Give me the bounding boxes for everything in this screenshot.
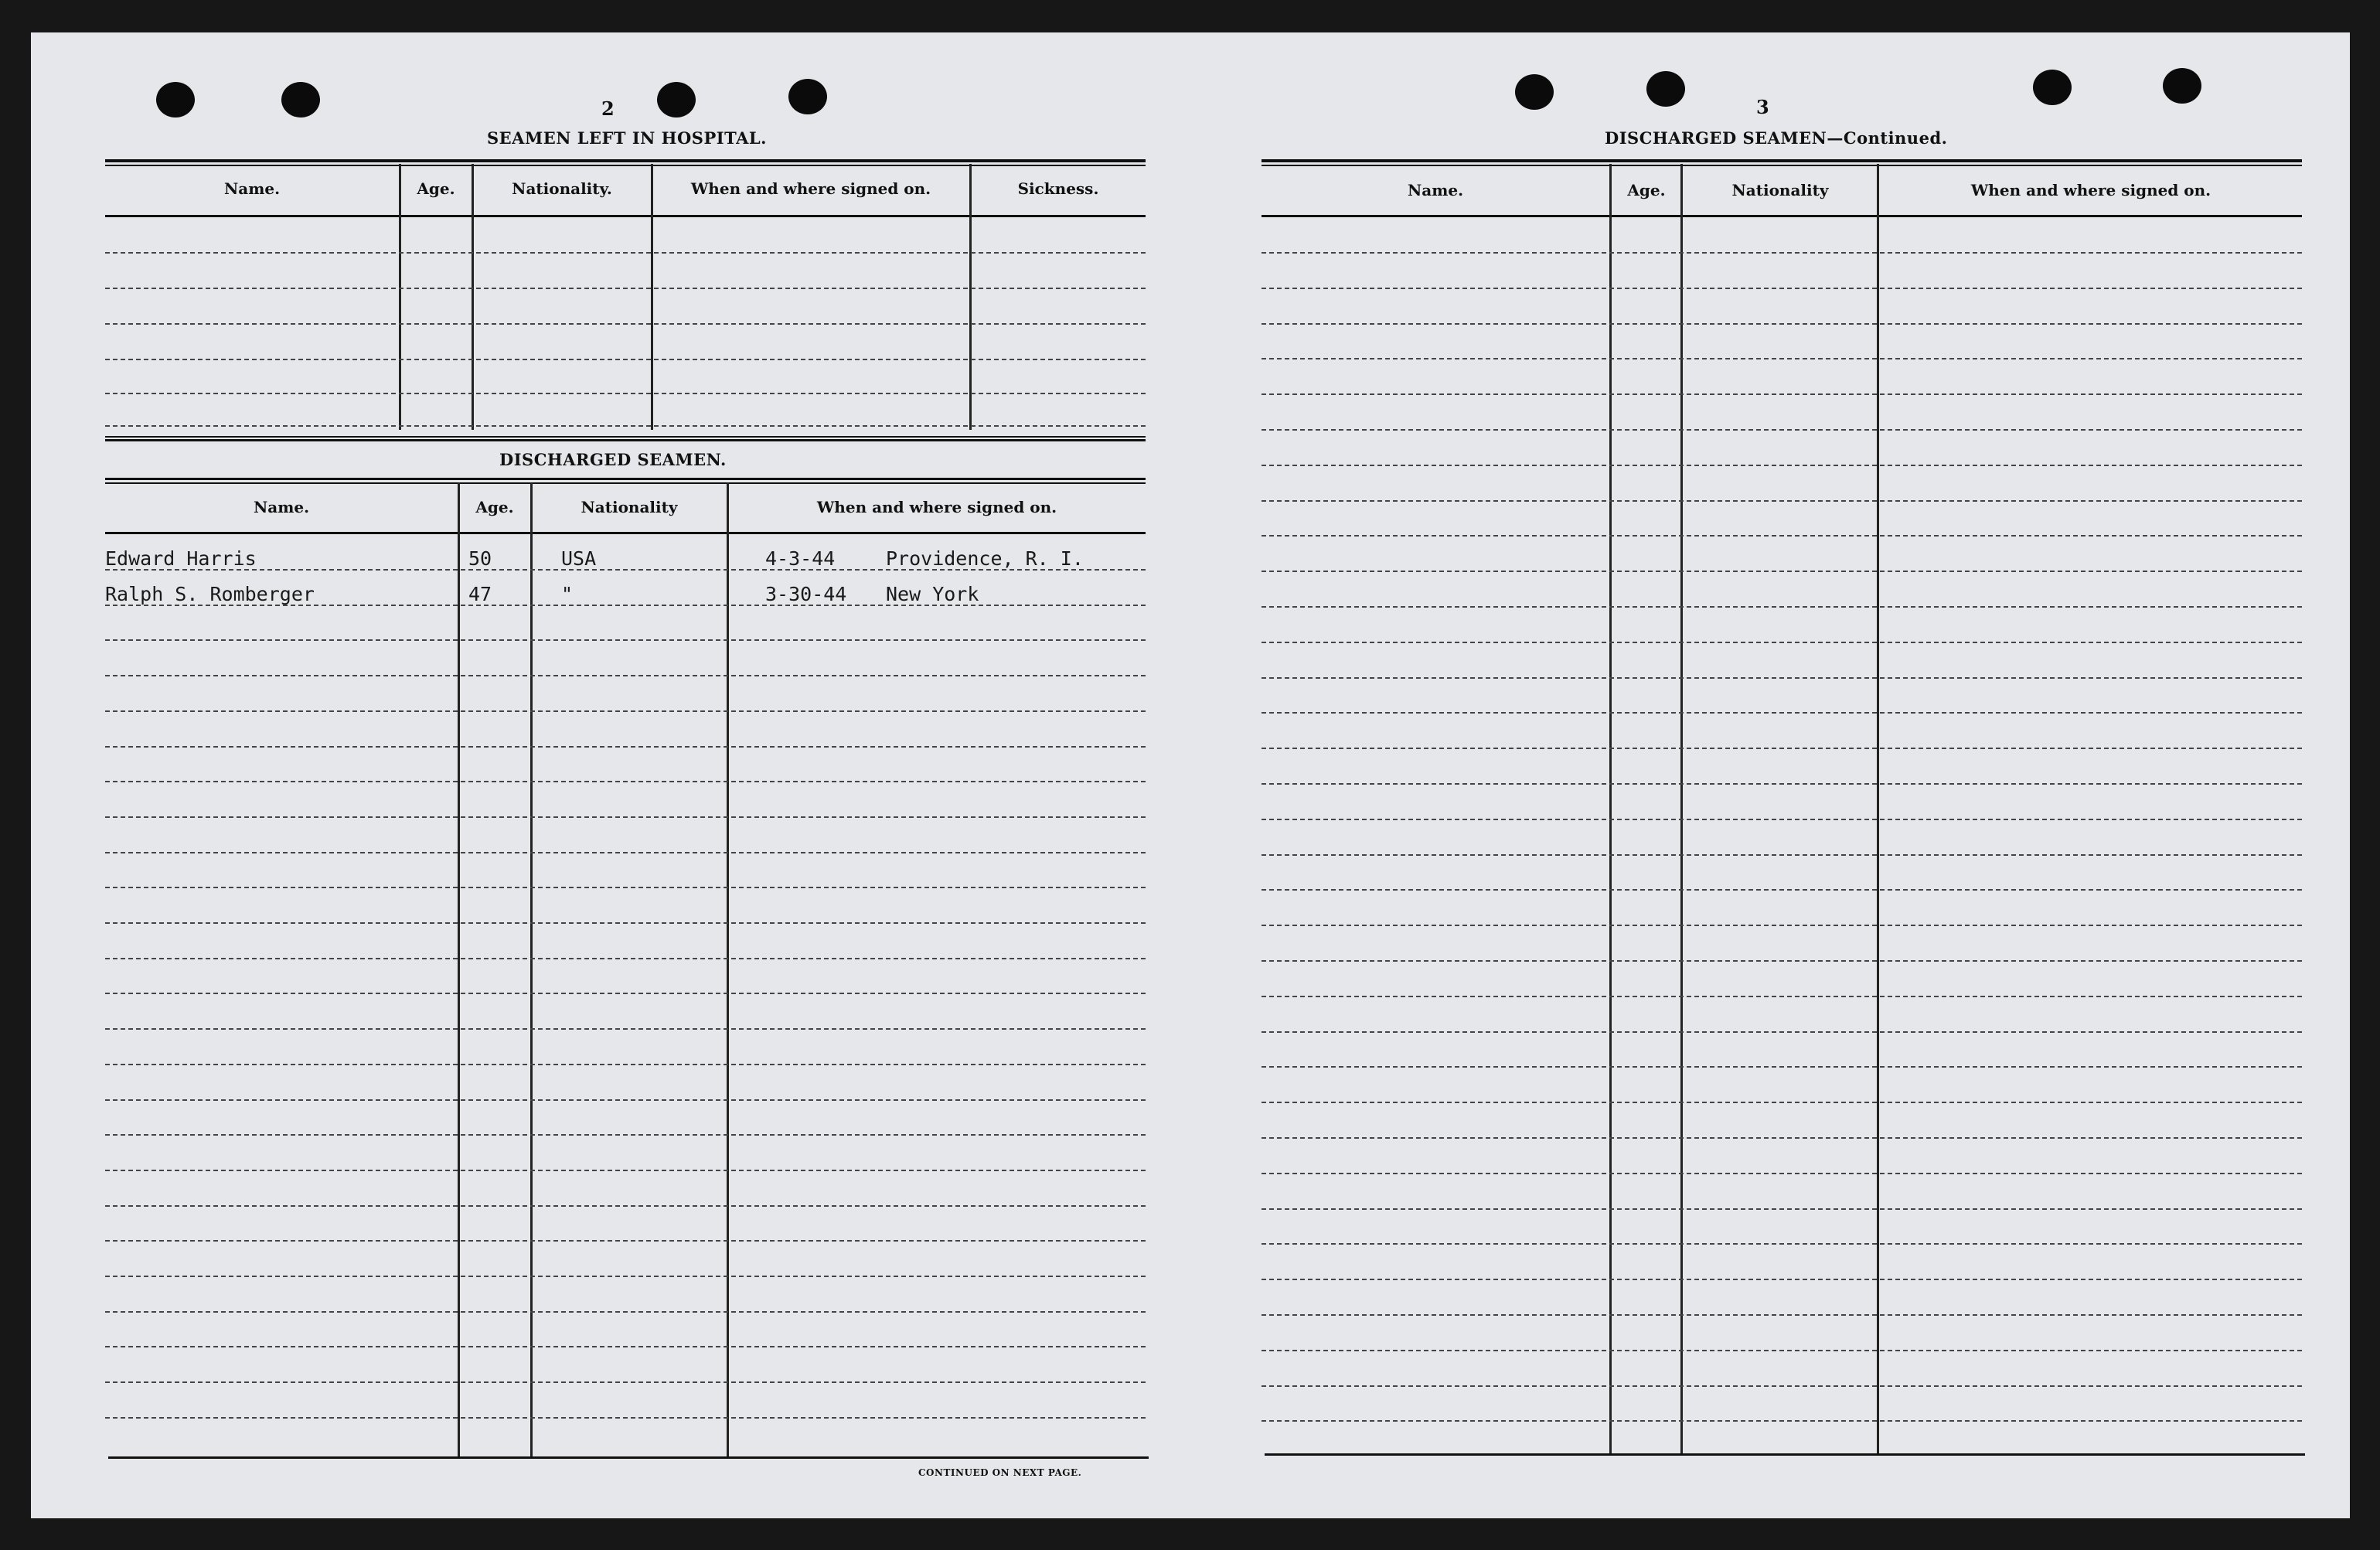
entry-line xyxy=(105,359,1146,360)
seaman-age: 50 xyxy=(468,547,492,570)
entry-line xyxy=(1262,1066,2302,1068)
table-rule xyxy=(1262,165,2302,166)
column-divider xyxy=(472,164,474,430)
signed-on-place: Providence, R. I. xyxy=(886,547,1084,570)
entry-line xyxy=(1262,925,2302,926)
entry-line xyxy=(105,323,1146,325)
entry-line xyxy=(1262,535,2302,537)
entry-line xyxy=(1262,783,2302,785)
entry-line xyxy=(105,1064,1146,1065)
entry-line xyxy=(1262,1137,2302,1139)
punch-hole-icon xyxy=(156,82,195,118)
column-header-name: Name. xyxy=(223,179,281,198)
entry-line xyxy=(105,675,1146,676)
table-rule xyxy=(105,478,1146,480)
entry-line xyxy=(105,816,1146,818)
entry-line xyxy=(105,393,1146,394)
entry-line xyxy=(105,993,1146,994)
column-header-nationality: Nationality xyxy=(581,498,678,516)
column-header-name: Name. xyxy=(253,498,310,516)
entry-line xyxy=(105,1170,1146,1171)
table-rule xyxy=(1262,215,2302,217)
entry-line xyxy=(105,1099,1146,1101)
entry-line xyxy=(105,1381,1146,1383)
entry-line xyxy=(105,1028,1146,1030)
entry-line xyxy=(1262,1243,2302,1245)
column-header-age: Age. xyxy=(417,179,455,198)
page-number-left: 2 xyxy=(601,97,615,120)
table-rule xyxy=(105,215,1146,217)
entry-line xyxy=(105,958,1146,959)
entry-line xyxy=(1262,500,2302,502)
entry-line xyxy=(1262,996,2302,997)
entry-line xyxy=(1262,819,2302,820)
discharged-continued-title: DISCHARGED SEAMEN—Continued. xyxy=(1605,128,1948,148)
entry-line xyxy=(105,1205,1146,1207)
entry-line xyxy=(105,569,1146,571)
entry-line xyxy=(1262,323,2302,325)
entry-line xyxy=(1262,429,2302,431)
entry-line xyxy=(105,252,1146,254)
column-divider xyxy=(1609,164,1612,1453)
entry-line xyxy=(1262,571,2302,572)
column-divider xyxy=(969,164,972,430)
column-header-sickness: Sickness. xyxy=(1017,179,1099,198)
entry-line xyxy=(1262,712,2302,714)
column-header-age: Age. xyxy=(1627,181,1666,199)
page-number-right: 3 xyxy=(1756,96,1769,118)
entry-line xyxy=(105,1134,1146,1136)
entry-line xyxy=(105,288,1146,289)
signed-on-date: 3-30-44 xyxy=(765,583,847,605)
punch-hole-icon xyxy=(788,79,827,114)
continued-footer: CONTINUED ON NEXT PAGE. xyxy=(918,1467,1082,1478)
entry-line xyxy=(105,710,1146,712)
entry-line xyxy=(105,746,1146,748)
entry-line xyxy=(1262,854,2302,856)
entry-line xyxy=(1262,1208,2302,1210)
table-rule xyxy=(105,532,1146,534)
entry-line xyxy=(105,922,1146,924)
table-rule xyxy=(105,159,1146,162)
entry-line xyxy=(1262,393,2302,395)
entry-line xyxy=(1262,1102,2302,1103)
seaman-name: Edward Harris xyxy=(105,547,257,570)
column-divider xyxy=(651,164,653,430)
table-rule xyxy=(1262,159,2302,162)
column-divider xyxy=(1680,164,1683,1453)
entry-line xyxy=(1262,677,2302,679)
table-rule xyxy=(108,1456,1149,1459)
punch-hole-icon xyxy=(281,82,320,118)
column-header-when-where: When and where signed on. xyxy=(690,179,931,198)
column-header-when-where: When and where signed on. xyxy=(1970,181,2211,199)
entry-line xyxy=(105,425,1146,427)
entry-line xyxy=(105,605,1146,606)
entry-line xyxy=(1262,288,2302,289)
table-rule xyxy=(105,165,1146,166)
column-divider xyxy=(399,164,401,430)
entry-line xyxy=(1262,642,2302,643)
column-header-when-where: When and where signed on. xyxy=(816,498,1057,516)
entry-line xyxy=(1262,252,2302,254)
entry-line xyxy=(1262,1420,2302,1422)
entry-line xyxy=(1262,1279,2302,1280)
entry-line xyxy=(1262,960,2302,962)
seaman-name: Ralph S. Romberger xyxy=(105,583,315,605)
punch-hole-icon xyxy=(657,82,696,118)
column-header-nationality: Nationality. xyxy=(512,179,612,198)
entry-line xyxy=(1262,606,2302,608)
table-rule xyxy=(105,482,1146,484)
column-header-name: Name. xyxy=(1407,181,1464,199)
entry-line xyxy=(1262,1350,2302,1351)
entry-line xyxy=(105,1276,1146,1277)
column-divider xyxy=(1877,164,1879,1453)
column-header-age: Age. xyxy=(475,498,514,516)
entry-line xyxy=(1262,1031,2302,1033)
entry-line xyxy=(105,852,1146,853)
seaman-age: 47 xyxy=(468,583,492,605)
table-rule xyxy=(105,439,1146,441)
entry-line xyxy=(1262,748,2302,749)
discharged-section-title: DISCHARGED SEAMEN. xyxy=(499,450,727,469)
signed-on-date: 4-3-44 xyxy=(765,547,836,570)
document-sheet xyxy=(31,32,2350,1518)
entry-line xyxy=(1262,1314,2302,1316)
entry-line xyxy=(105,639,1146,641)
entry-line xyxy=(105,887,1146,888)
punch-hole-icon xyxy=(2033,70,2072,105)
seaman-nationality: USA xyxy=(561,547,597,570)
entry-line xyxy=(1262,1385,2302,1387)
entry-line xyxy=(1262,465,2302,466)
punch-hole-icon xyxy=(1515,74,1554,110)
punch-hole-icon xyxy=(1646,71,1685,107)
column-header-nationality: Nationality xyxy=(1731,181,1829,199)
entry-line xyxy=(105,1417,1146,1419)
entry-line xyxy=(105,1240,1146,1242)
punch-hole-icon xyxy=(2163,68,2201,104)
entry-line xyxy=(1262,358,2302,359)
table-rule xyxy=(1265,1453,2305,1456)
table-rule xyxy=(105,436,1146,438)
entry-line xyxy=(105,1311,1146,1313)
entry-line xyxy=(1262,889,2302,891)
entry-line xyxy=(1262,1173,2302,1174)
signed-on-place: New York xyxy=(886,583,979,605)
hospital-section-title: SEAMEN LEFT IN HOSPITAL. xyxy=(487,128,767,148)
entry-line xyxy=(105,1346,1146,1347)
entry-line xyxy=(105,781,1146,782)
seaman-nationality: " xyxy=(561,583,574,605)
